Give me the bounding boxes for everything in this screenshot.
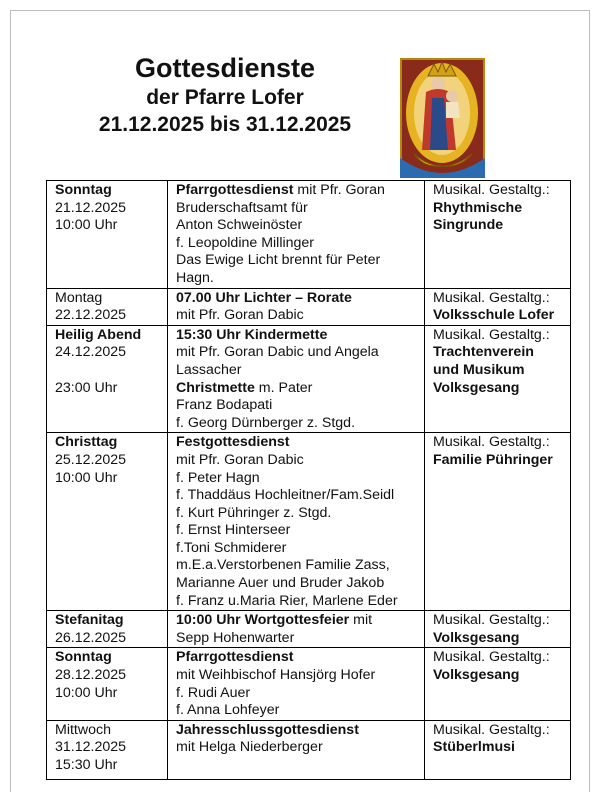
day-cell: Heilig Abend 24.12.2025 23:00 Uhr xyxy=(47,325,168,433)
day-cell: Montag 22.12.2025 xyxy=(47,288,168,325)
music-cell: Musikal. Gestaltg.: Familie Pühringer xyxy=(425,433,571,611)
day-cell: Mittwoch 31.12.2025 15:30 Uhr xyxy=(47,720,168,779)
service-cell: Pfarrgottesdienst mit Weihbischof Hansjörg Hofer f. Rudi Auer f. Anna Lohfeyer xyxy=(168,648,425,720)
day-cell: Sonntag 28.12.2025 10:00 Uhr xyxy=(47,648,168,720)
music-cell: Musikal. Gestaltg.: Volksgesang xyxy=(425,611,571,648)
table-row xyxy=(47,325,571,433)
table-row xyxy=(47,433,571,611)
service-cell: Jahresschlussgottesdienst mit Helga Niederberger xyxy=(168,720,425,779)
table-row xyxy=(47,720,571,779)
table-row xyxy=(47,611,571,648)
service-cell: 15:30 Uhr Kindermette mit Pfr. Goran Dabic und Angela Lassacher Christmette m. Pater Franz Bodapati f. Georg Dürnberger z. Stgd. xyxy=(168,325,425,433)
music-cell: Musikal. Gestaltg.: Trachtenverein und Musikum Volksgesang xyxy=(425,325,571,433)
services-table xyxy=(46,180,571,780)
service-cell: Pfarrgottesdienst mit Pfr. Goran Bruderschaftsamt für Anton Schweinöster f. Leopoldine Millinger Das Ewige Licht brennt für Peter Hagn. xyxy=(168,181,425,289)
music-cell: Musikal. Gestaltg.: Stüberlmusi xyxy=(425,720,571,779)
table-row xyxy=(47,181,571,289)
table-row xyxy=(47,288,571,325)
service-cell: 07.00 Uhr Lichter – Rorate mit Pfr. Goran Dabic xyxy=(168,288,425,325)
date-range: 21.12.2025 bis 31.12.2025 xyxy=(98,113,352,136)
madonna-with-child-icon xyxy=(400,58,485,178)
service-cell: 10:00 Uhr Wortgottesfeier mit Sepp Hohenwarter xyxy=(168,611,425,648)
day-cell: Stefanitag 26.12.2025 xyxy=(47,611,168,648)
music-cell: Musikal. Gestaltg.: Volksgesang xyxy=(425,648,571,720)
music-cell: Musikal. Gestaltg.: Volksschule Lofer xyxy=(425,288,571,325)
music-cell: Musikal. Gestaltg.: Rhythmische Singrunde xyxy=(425,181,571,289)
day-cell: Christtag 25.12.2025 10:00 Uhr xyxy=(47,433,168,611)
title-block xyxy=(60,52,390,138)
day-cell: Sonntag 21.12.2025 10:00 Uhr xyxy=(47,181,168,289)
table-row xyxy=(47,648,571,720)
page-title: Gottesdienste xyxy=(134,53,316,83)
page-subtitle: der Pfarre Lofer xyxy=(146,86,304,109)
service-cell: Festgottesdienst mit Pfr. Goran Dabic f. Peter Hagn f. Thaddäus Hochleitner/Fam.Seidl f. Kurt Pühringer z. Stgd. f. Ernst Hinterseer f.Toni Schmiderer m.E.a.Verstorbenen Familie Zass, Marianne Auer und Bruder Jakob f. Franz u.Maria Rier, Marlene Eder xyxy=(168,433,425,611)
